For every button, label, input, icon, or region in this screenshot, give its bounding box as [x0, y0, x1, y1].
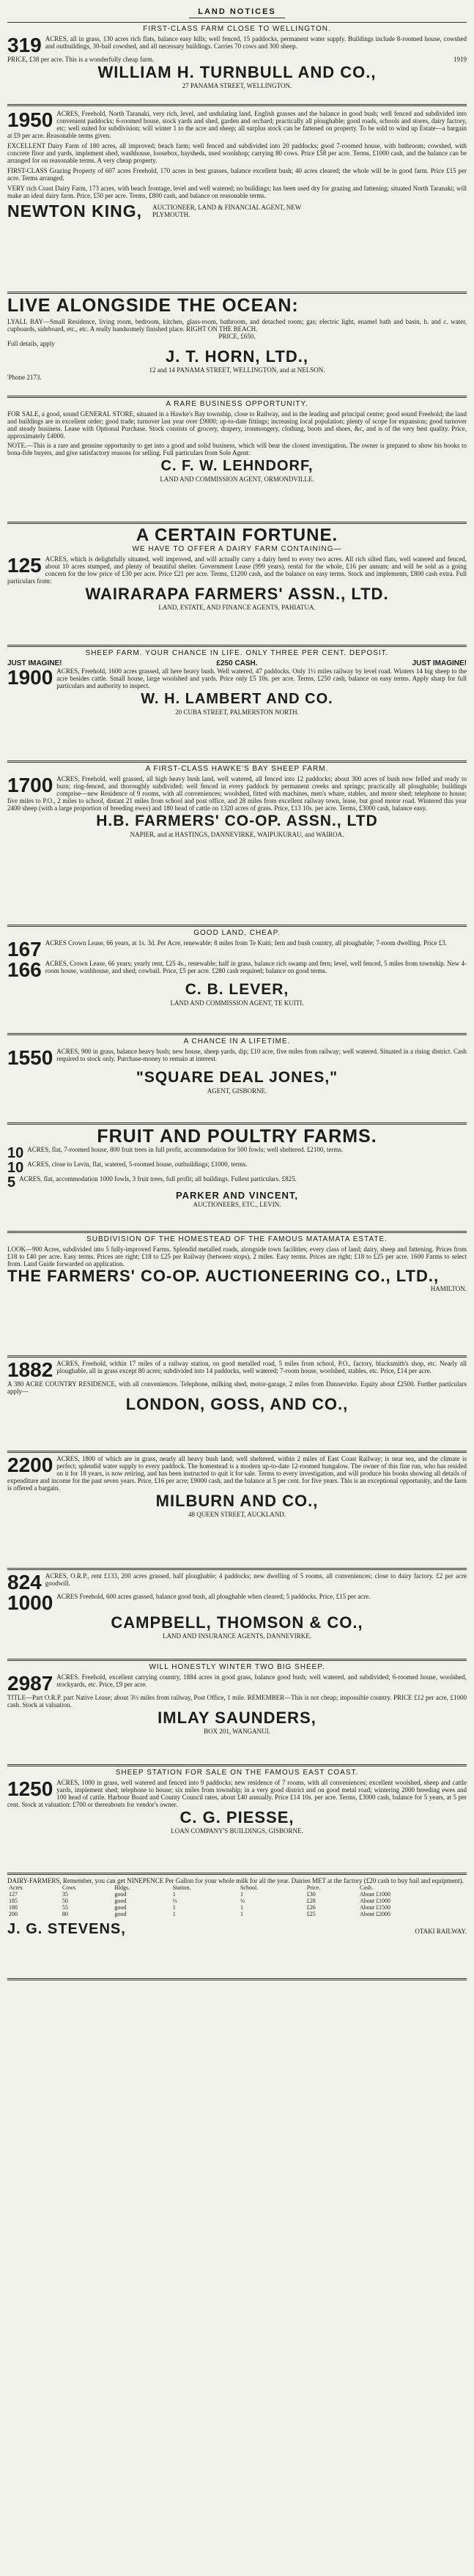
ad-imlay-saunders — [7, 1663, 467, 1735]
agent-address: HAMILTON. — [430, 1285, 467, 1292]
divider — [7, 1568, 467, 1570]
table-cell: About £1000 — [359, 1898, 390, 1904]
ad-fruit-poultry — [7, 1127, 467, 1208]
acre-number: 1000 — [7, 1591, 53, 1614]
ad-body: ACRES, close to Levin, flat, watered, 5-roomed house, outbuildings; £1000, terms. — [27, 1161, 248, 1168]
ad-kicker: A FIRST-CLASS HAWKE'S BAY SHEEP FARM. — [145, 765, 329, 773]
agent-name: "SQUARE DEAL JONES," — [136, 1069, 338, 1086]
agent-address: AGENT, GISBORNE. — [207, 1087, 267, 1095]
ad-milburn — [7, 1455, 467, 1518]
table-cell: £30 — [306, 1891, 316, 1898]
ad-campbell-thomson — [7, 1572, 467, 1640]
divider — [7, 1033, 467, 1035]
divider — [7, 645, 467, 647]
ad-body: ACRES, 900 in grass, balance heavy bush; new house, sheep yards, dip; £10 acre, five miles from railway; well watered. Situated in a rising district. Cash required to stock only. Purchase-money to remain at interest. — [56, 1048, 467, 1062]
ad-paragraph: TITLE—Part O.R.P. part Native Lease; about 3½ miles from railway, Post Office, 1 mile. REMEMBER—This is not cheap; impossible country. PRICE £12 per acre, £1000 cash. Stock at valuation. — [7, 1694, 467, 1709]
table-cell: good — [114, 1891, 127, 1898]
divider — [7, 1873, 467, 1875]
divider — [7, 1231, 467, 1233]
ad-kicker: SHEEP STATION FOR SALE ON THE FAMOUS EAST COAST. — [115, 1769, 359, 1777]
divider — [7, 925, 467, 927]
ad-body: ACRES, 1800 of which are in grass, nearly all heavy bush land; well sheltered, within 2 miles of East Coast Railway; is near sea, and the climate is perfect; splendid water supply to every paddock. The homestead is a modern up-to-date 12-roomed bungalow. The owner of this fine run, who has resided on it for 18 years, is now retiring, and has been instructed to quit it for sale. Terms to every investigation, and will produce his books showing all details of expenditure and income for the past seven years. Price, £16 per acre; £9000 cash, and the balance at 5 per cent. for five years. This is an exceptional opportunity, and the farm is offered a bargain. — [7, 1455, 467, 1492]
table-cell: 1 — [172, 1904, 176, 1911]
ad-paragraph: EXCELLENT Dairy Farm of 180 acres, all improved; beach farm; well fenced and subdivided into 20 paddocks; good 7-roomed house, with bathroom; cowshed, with concrete floor and yards, implement shed, washhouse, loosebox, haysheds, used woolshop; carrying 80 cows. Price £58 per acre. Terms, £1000 cash, and the balance can be arranged for on reasonable terms. A very cheap property. — [7, 142, 467, 164]
ad-paragraph: VERY rich Coast Dairy Farm, 173 acres, with beach frontage, level and well watered; no buildings; has been used dry for grazing and fattening; situated North Taranaki; will make an ideal dairy farm. Price, £50 per acre. Terms, £800 cash, and balance on reasonable terms. — [7, 185, 467, 199]
acre-number: 125 — [7, 554, 42, 577]
ad-good-land-cheap — [7, 929, 467, 1007]
ad-body: ACRES, Freehold, well grassed, all high heavy bush land, well watered, all fenced into 12 paddocks; about 300 acres of bush now felled and ready to burn; ring-fenced, and thoroughly subdivided; well fenced in every paddock by permanent creeks and springs; practically all ploughable; buildings comprise—new Residence of 9 rooms, with all conveniences; woolshed, fitted with machines, men's whare, stables, and motor shed; telephone to house; five miles to P.O., 2 miles to school, distant 21 miles from school and post office, and 28 miles from excellent railway town, lease, but good motor road. Wintered this year 2400 sheep (with a large proportion of breeding ewes) and 180 head of cattle on 1320 acres of grass. Price, £13 10s. per acre. Terms, £3000 cash, balance easy. — [7, 775, 467, 812]
table-header-cell: Bldgs. — [114, 1884, 130, 1891]
ad-body: ACRES Crown Lease, 66 years, at 1s. 3d. Per Acre, renewable; 8 miles from Te Kuiti; fern and bush country, all ploughable; 7-room dwelling. Price £3. — [45, 939, 447, 947]
divider — [7, 1451, 467, 1453]
table-cell: 80 — [62, 1911, 68, 1917]
divider — [7, 104, 467, 106]
ad-price: PRICE, £38 per acre. This is a wonderfully cheap farm. — [7, 56, 155, 63]
table-cell: 55 — [62, 1904, 68, 1911]
agent-name: J. T. HORN, LTD., — [165, 347, 309, 366]
acre-number: 167 — [7, 938, 42, 961]
acre-number: 2987 — [7, 1672, 53, 1695]
table-cell: good — [114, 1904, 127, 1911]
ad-paragraph: FIRST-CLASS Grazing Property of 607 acres Freehold, 170 acres in best grasses, balance excellent bush; 40 acres cleared; the whole will be in good farm. Price £15 per acre. Terms arranged. — [7, 167, 467, 182]
ad-east-coast-station — [7, 1769, 467, 1835]
ad-body: ACRES. Freehold, excellent carrying country, 1884 acres in good grass, balance good bush; well watered, and subdivided; 6-roomed house, woolshed, stockyards, etc. Price, £9 per acre. — [56, 1673, 467, 1688]
acre-number: 166 — [7, 958, 42, 981]
table-row — [7, 1904, 467, 1911]
table-cell: £28 — [306, 1898, 316, 1904]
ad-paragraph: NOTE.—This is a rare and genuine opportunity to get into a good and solid business, which will bear the closest investigation. The owner is prepared to show his books to bona-fide buyers, and give satisfactory reasons for selling. Full particulars from Sole Agent: — [7, 442, 467, 456]
acre-number: 5 — [7, 1174, 16, 1191]
ad-apply: Full details, apply — [7, 340, 55, 347]
ad-matamata-estate — [7, 1235, 467, 1292]
agent-address: AUCTIONEERS, ETC., LEVIN. — [193, 1201, 281, 1208]
agent-name: C. B. LEVER, — [185, 981, 289, 998]
ad-body: ACRES, Freehold, within 17 miles of a railway station, on good metalled road, 5 miles from school, P.O., factory, blacksmith's shop, etc. Nearly all ploughable, all in grass except 80 acres; subdivided into 14 paddocks, well watered; 7-room house, woolshed, stables, etc. Price, £14 per acre. — [56, 1360, 467, 1374]
ad-dairy-farmers — [7, 1877, 467, 1939]
table-cell: 35 — [62, 1891, 68, 1898]
table-cell: £26 — [306, 1904, 316, 1911]
agent-name: W. H. LAMBERT AND CO. — [141, 691, 333, 707]
divider — [7, 522, 467, 524]
ad-body: ACRES, all in grass, 130 acres rich flats, balance easy hills; well fenced, 15 paddocks, permanent water supply. Buildings include 8-roomed house, cowshed and outbuildings, 30-bail cowshed, and all necessary buildings. Carries 70 cows and 300 sheep. — [45, 35, 467, 50]
ad-body: ACRES, O.R.P., rent £133, 200 acres grassed, half ploughable; 4 paddocks; new dwelling of 5 rooms, all conveniences; close to dairy factory. £2 per acre goodwill. — [45, 1572, 467, 1587]
agent-address: 12 and 14 PANAMA STREET, WELLINGTON, and at NELSON. — [149, 366, 325, 374]
ad-kicker: GOOD LAND, CHEAP. — [193, 929, 281, 937]
acre-number: 1900 — [7, 666, 53, 689]
table-row — [7, 1891, 467, 1898]
agent-name: PARKER AND VINCENT, — [175, 1190, 299, 1201]
agent-address: LAND AND INSURANCE AGENTS, DANNEVIRKE. — [163, 1632, 311, 1640]
table-cell: About £1500 — [359, 1904, 390, 1911]
table-cell: good — [114, 1911, 127, 1917]
divider — [7, 1659, 467, 1661]
divider — [7, 22, 467, 23]
ad-body: ACRES, Freehold, North Taranaki, very rich, level, and undulating land, English grasses and the balance in good bush; well fenced and subdivided into convenient paddocks; 6-roomed house, stock yards and shed, garden and orchard; practically all ploughable; good roads, schools and stores, dairy factory, etc; well suited for subdivision; will winter 1 to the acre and sheep; all surplus stock can be fattened on property. To be sold to wind up Estate—a bargain at £9 per acre. Reasonable terms given. — [7, 110, 467, 139]
agent-address: LAND, ESTATE, AND FINANCE AGENTS, PAHIATUA. — [158, 604, 316, 611]
ad-kicker: A CHANCE IN A LIFETIME. — [183, 1037, 291, 1045]
agent-address: LOAN COMPANY'S BUILDINGS, GISBORNE. — [171, 1827, 303, 1835]
ad-headline: LIVE ALONGSIDE THE OCEAN: — [7, 295, 299, 316]
ad-newton-king — [7, 110, 467, 221]
table-cell: 200 — [9, 1911, 18, 1917]
agent-name: WILLIAM H. TURNBULL AND CO., — [97, 63, 377, 81]
ad-business-opportunity — [7, 400, 467, 483]
acre-number: 10 — [7, 1145, 24, 1161]
ad-hawkes-bay-sheep — [7, 765, 467, 838]
table-cell: 1 — [172, 1891, 176, 1898]
ad-body: ACRES Freehold, 600 acres grassed, balance good bush, all ploughable when cleared; 5 paddocks. Price, £15 per acre. — [56, 1593, 371, 1600]
ad-body: DAIRY-FARMERS, Remember, you can get NINEPENCE Per Gallon for your whole milk for all the year. Dairies MET at the factory (£20 cash to buy bail and equipment). — [7, 1877, 464, 1884]
agent-name: H.B. FARMERS' CO-OP. ASSN., LTD — [96, 813, 378, 829]
table-header-cell: Cash. — [359, 1884, 373, 1891]
table-header-cell: Acres — [9, 1884, 23, 1891]
table-header-cell: Price. — [306, 1884, 321, 1891]
table-header-row — [7, 1884, 467, 1891]
teaser-left: JUST IMAGINE! — [7, 659, 62, 667]
ad-kicker: WE HAVE TO OFFER A DAIRY FARM CONTAINING— — [132, 545, 342, 553]
ad-kicker: FIRST-CLASS FARM CLOSE TO WELLINGTON. — [143, 25, 331, 33]
farms-table — [7, 1884, 467, 1917]
ad-body: ACRES, 1000 in grass, well watered and fenced into 9 paddocks; new residence of 7 rooms, with all conveniences; excellent woolshed, sheep and cattle yards, implement shed; telephone to house; six miles from township; in a very good district and on good metal road; wintering 2000 breeding ewes and 100 head of cattle. Harbour Board and County Council rates, about £40 annually. Price £14 10s. per acre. Terms, £3000 cash, balance for 5 years, at 5 per cent. Stock at valuation: £700 or thereabouts for vendor's owner. — [7, 1779, 467, 1808]
agent-name: C. F. W. LEHNDORF, — [160, 458, 314, 474]
ad-sheep-farm-chance — [7, 649, 467, 716]
ad-kicker: SHEEP FARM. YOUR CHANCE IN LIFE. ONLY THREE PER CENT. DEPOSIT. — [85, 649, 389, 657]
ad-headline: A CERTAIN FORTUNE. — [136, 525, 338, 545]
table-row — [7, 1898, 467, 1904]
teaser-right: JUST IMAGINE! — [412, 659, 467, 667]
table-cell: ½ — [240, 1898, 245, 1904]
table-cell: £25 — [306, 1911, 316, 1917]
acre-number: 1250 — [7, 1777, 53, 1800]
ad-body: ACRES, which is delightfully situated, well improved, and will actually carry a dairy herd to every two acres. All rich silted flats, well watered and fenced, about 10 acres stumped, and plenty of beautiful shelter. Government Lease (999 years), rental for the whole, £16 per annum; and will be sold as a going concern for the low price of £30 per acre. Price £21 per acre. Terms, £1200 cash, and the balance on easy terms. Stock and implements, £800 cash extra. Full particulars from: — [7, 555, 467, 585]
agent-phone: 'Phone 2173. — [7, 374, 42, 381]
ad-price: PRICE, £650. — [218, 333, 256, 340]
acre-number: 824 — [7, 1571, 42, 1594]
agent-address: LAND AND COMMISSION AGENT, TE KUITI. — [170, 999, 304, 1007]
section-header — [7, 4, 467, 18]
agent-name: C. G. PIESSE, — [179, 1808, 295, 1826]
table-cell: 180 — [9, 1904, 18, 1911]
acre-number: 1950 — [7, 108, 53, 131]
divider — [7, 292, 467, 294]
agent-name: J. G. STEVENS, — [7, 1921, 126, 1937]
divider — [7, 760, 467, 763]
divider — [7, 1764, 467, 1766]
table-cell: 185 — [9, 1898, 18, 1904]
ad-certain-fortune — [7, 526, 467, 611]
divider — [7, 1978, 467, 1980]
agent-name: IMLAY SAUNDERS, — [158, 1709, 316, 1727]
ad-live-alongside-ocean — [7, 296, 467, 381]
acre-number: 10 — [7, 1160, 24, 1176]
table-header-cell: Station. — [172, 1884, 191, 1891]
agent-name: MILBURN AND CO., — [155, 1492, 319, 1510]
ad-headline: FRUIT AND POULTRY FARMS. — [97, 1126, 377, 1147]
divider — [7, 1355, 467, 1358]
acre-number: 2200 — [7, 1454, 53, 1476]
teaser-center: £250 CASH. — [216, 659, 258, 667]
agent-name: LONDON, GOSS, AND CO., — [125, 1395, 349, 1413]
acre-number: 319 — [7, 34, 42, 56]
agent-address: NAPIER, and at HASTINGS, DANNEVIRKE, WAIPUKURAU, and WAIROA. — [130, 831, 344, 838]
table-row — [7, 1911, 467, 1917]
agent-name: CAMPBELL, THOMSON & CO., — [111, 1613, 363, 1632]
ad-chance-lifetime — [7, 1037, 467, 1095]
ad-body: ACRES, Crown Lease, 66 years; yearly rent, £25 4s., renewable; half in grass, balance rich swamp and fern; level, well fenced, 5 miles from township. New 4-room house, washhouse, and shed; cowbail. Price, £5 per acre. £280 cash required; balance on good terms. — [45, 960, 467, 974]
table-cell: About £1000 — [359, 1891, 390, 1898]
ad-kicker: WILL HONESTLY WINTER TWO BIG SHEEP. — [149, 1663, 325, 1671]
ad-london-goss — [7, 1360, 467, 1414]
ad-body: FOR SALE, a good, sound GENERAL STORE, situated in a Hawke's Bay township, close to Railway, and in the leading and principal centre; good sound Freehold; the land and buildings are in excellent order; good trade; turnover last year over £9000; up-to-date fittings; increasing local population; plenty of scope for expansion; good turnover and steady business. Lease with Optional Purchase. Stock consists of grocery, drapery, ironmongery, clothing, boots and shoes, &c, and is of the very best quality. Price, approximately £4000. — [7, 410, 467, 440]
ad-body: ACRES, flat, 7-roomed house, 800 fruit trees in full profit, accommodation for 500 fowls; well sheltered. £2100, terms. — [27, 1146, 344, 1153]
agent-address: AUCTIONEER, LAND & FINANCIAL AGENT, NEW PLYMOUTH. — [152, 204, 302, 218]
acre-number: 1700 — [7, 774, 53, 796]
divider — [7, 396, 467, 398]
table-cell: 50 — [62, 1898, 68, 1904]
table-cell: good — [114, 1898, 127, 1904]
ad-body: LYALL BAY—Small Residence, living room, bedroom, kitchen, glass-room, bathroom, and detached room; gas; electric light, enamel bath and basin, h. and c. water, cupboards, sideboard, etc., etc. A really handsomely finished place. RIGHT ON THE BEACH. — [7, 318, 467, 333]
ad-kicker: SUBDIVISION OF THE HOMESTEAD OF THE FAMOUS MATAMATA ESTATE. — [86, 1235, 388, 1243]
ad-body: ACRES, Freehold, 1600 acres grassed, all here heavy bush. Well watered, 47 paddocks. Only 1½ miles railway by level road. Winters 14 big sheep to the acre besides cattle. Small house, large woolshed and yards. Price only £5 10s. per acre. Terms, £250 cash, balance on easy terms. Apply sharp for full particulars and authority to inspect. — [56, 667, 467, 689]
table-header-cell: School. — [240, 1884, 259, 1891]
agent-address: 48 QUEEN STREET, AUCKLAND. — [188, 1511, 286, 1518]
agent-name: NEWTON KING, — [7, 201, 143, 221]
table-cell: 1 — [240, 1891, 243, 1898]
agent-address: OTAKI RAILWAY. — [415, 1928, 467, 1935]
agent-address: 27 PANAMA STREET, WELLINGTON. — [182, 82, 292, 89]
table-cell: 1 — [240, 1911, 243, 1917]
ad-kicker: A RARE BUSINESS OPPORTUNITY. — [166, 400, 308, 408]
agent-address: LAND AND COMMISSION AGENT, ORMONDVILLE. — [160, 475, 314, 483]
table-header-cell: Cows — [62, 1884, 76, 1891]
agent-name: WAIRARAPA FARMERS' ASSN., LTD. — [85, 585, 389, 603]
agent-address: BOX 201, WANGANUI. — [204, 1728, 270, 1735]
table-cell: ½ — [172, 1898, 177, 1904]
divider — [7, 1122, 467, 1125]
agent-address: 20 CUBA STREET, PALMERSTON NORTH. — [175, 708, 299, 716]
ad-paragraph: A 380 ACRE COUNTRY RESIDENCE, with all conveniences. Telephone, milking shed, motor-garage, 2 miles from Dannevirke. Equity about £2500. Further particulars apply— — [7, 1380, 467, 1395]
ad-body: LOOK—900 Acres, subdivided into 5 fully-improved Farms. Splendid metalled roads, alongside town facilities; every class of land; dairy, sheep and fattening. Prices from £18 to £40 per acre. Easy terms. Prices are right; £18 to £25 per Railway (between stops), 2 miles. Easy terms. Prices are right; £18 to £25 per acre. 1600 Farms to select from. Land Guide forwarded on application. — [7, 1246, 467, 1267]
agent-name: THE FARMERS' CO-OP. AUCTIONEERING CO., LTD., — [7, 1267, 440, 1285]
table-cell: 1 — [240, 1904, 243, 1911]
ad-farm-wellington — [7, 25, 467, 89]
table-cell: About £2000 — [359, 1911, 390, 1917]
table-cell: 127 — [9, 1891, 18, 1898]
acre-number: 1550 — [7, 1046, 53, 1069]
ad-body: ACRES, flat, accommodation 1000 fowls, 3 fruit trees, full profit; all buildings. Fullest particulars. £825. — [19, 1175, 297, 1182]
table-cell: 1 — [172, 1911, 176, 1917]
section-title: LAND NOTICES — [189, 6, 285, 18]
acre-number: 1882 — [7, 1358, 53, 1381]
ad-ref: 1919 — [453, 56, 467, 63]
